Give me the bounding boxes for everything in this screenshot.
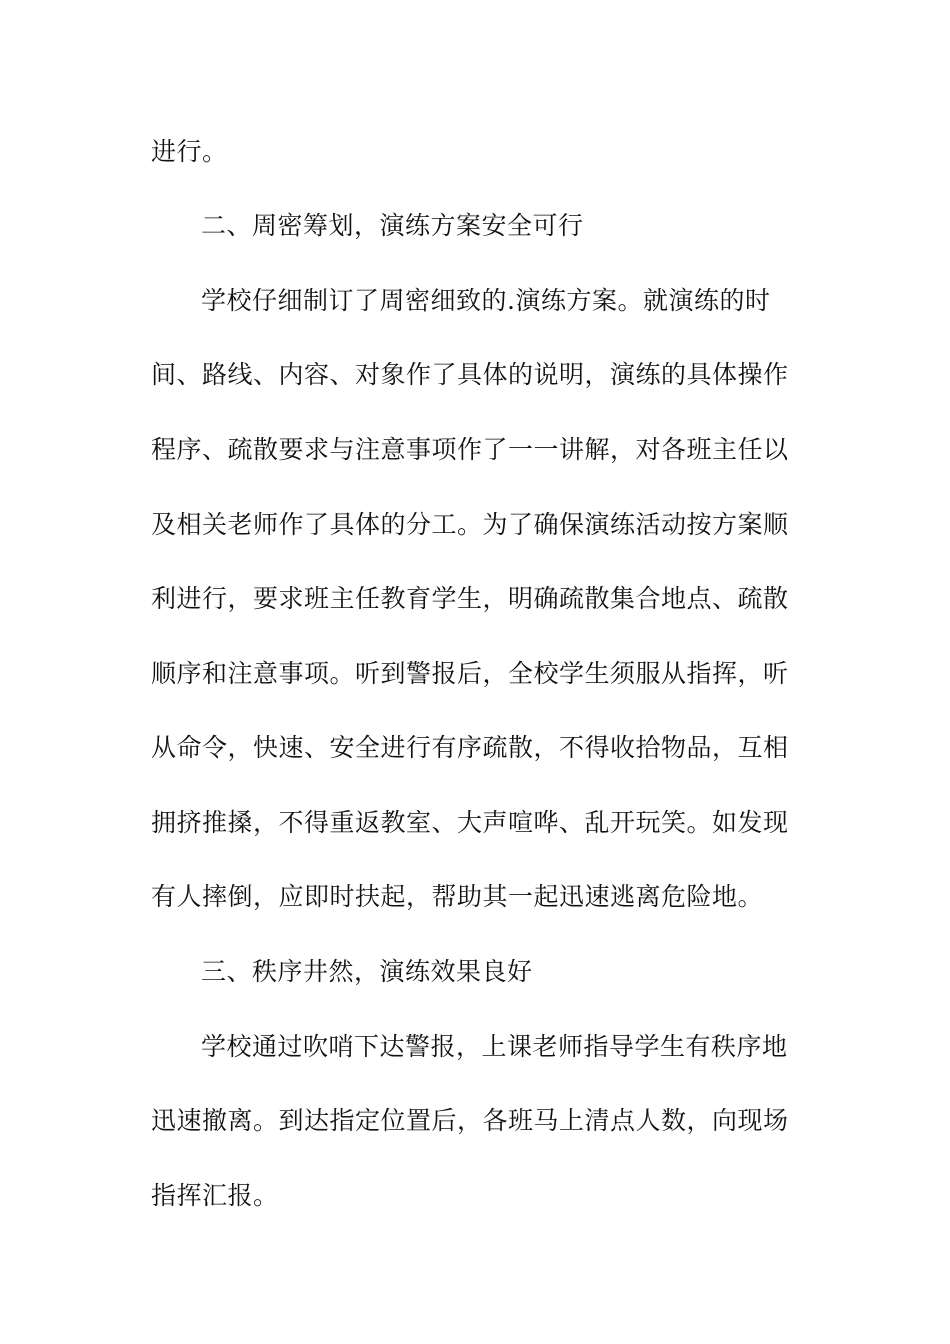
paragraph-line: 顺序和注意事项。听到警报后，全校学生须服从指挥，听 <box>151 659 789 688</box>
paragraph-line: 有人摔倒，应即时扶起，帮助其一起迅速逃离危险地。 <box>151 882 764 911</box>
paragraph-line: 迅速撤离。到达指定位置后，各班马上清点人数，向现场 <box>151 1106 789 1135</box>
paragraph-line: 及相关老师作了具体的分工。为了确保演练活动按方案顺 <box>151 510 789 539</box>
paragraph-line: 间、路线、内容、对象作了具体的说明，演练的具体操作 <box>151 360 789 389</box>
paragraph-line: 进行。 <box>151 137 228 166</box>
paragraph-line: 拥挤推搡，不得重返教室、大声喧哗、乱开玩笑。如发现 <box>151 808 789 837</box>
paragraph-line: 学校仔细制订了周密细致的.演练方案。就演练的时 <box>201 286 771 315</box>
paragraph-line: 利进行，要求班主任教育学生，明确疏散集合地点、疏散 <box>151 584 789 613</box>
section-heading-3: 三、秩序井然，演练效果良好 <box>201 957 533 986</box>
paragraph-line: 程序、疏散要求与注意事项作了一一讲解，对各班主任以 <box>151 435 789 464</box>
paragraph-line: 学校通过吹哨下达警报，上课老师指导学生有秩序地 <box>201 1032 788 1061</box>
paragraph-line: 从命令，快速、安全进行有序疏散，不得收拾物品，互相 <box>151 733 789 762</box>
section-heading-2: 二、周密筹划，演练方案安全可行 <box>201 211 584 240</box>
paragraph-line: 指挥汇报。 <box>151 1181 279 1210</box>
